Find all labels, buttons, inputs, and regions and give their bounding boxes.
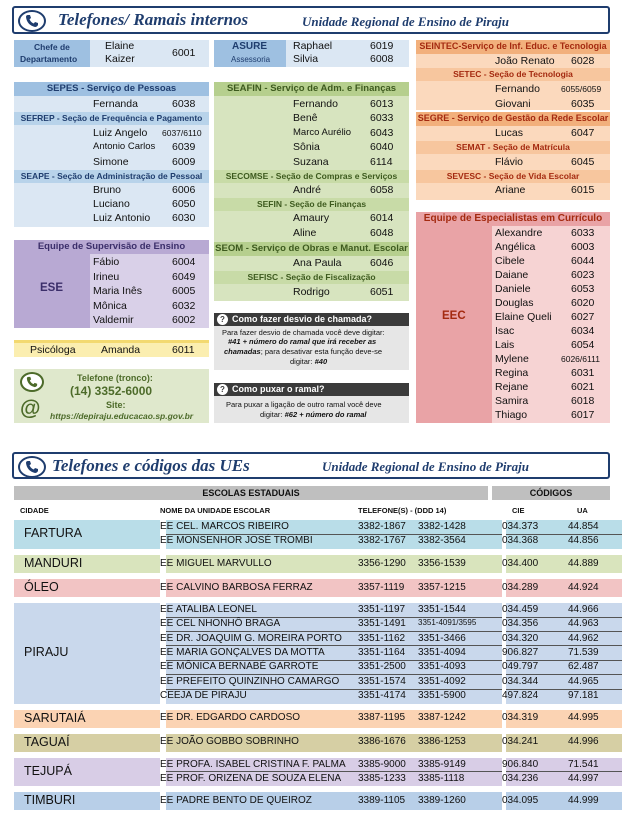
cie-code: 034.289 xyxy=(502,581,539,593)
ue-city-group xyxy=(14,758,610,787)
phone-icon xyxy=(20,372,44,392)
eec-extension: 6027 xyxy=(571,311,595,323)
cie-code: 034.373 xyxy=(502,521,539,532)
ue-city-group xyxy=(14,555,610,573)
phone-1: 3385-1233 xyxy=(358,772,406,784)
cie-code: 034.368 xyxy=(502,535,539,547)
school-name: EE PREFEITO QUINZINHO CAMARGO xyxy=(160,675,340,687)
ue-city-group xyxy=(14,603,610,704)
school-name: EE CEL NHONHÔ BRAGA xyxy=(160,618,281,630)
school-name: EE PADRE BENTO DE QUEIROZ xyxy=(160,795,312,807)
eec-member: Isac xyxy=(495,325,515,337)
ua-code: 44.995 xyxy=(568,712,599,724)
cie-code: 049.797 xyxy=(502,661,539,673)
ua-code: 44.997 xyxy=(568,772,599,784)
phone-1: 3387-1195 xyxy=(358,712,406,724)
phone-1: 3382-1867 xyxy=(358,521,406,532)
phone-2: 3387-1242 xyxy=(418,712,466,724)
school-name: EE MONSENHOR JOSÉ TROMBI xyxy=(160,535,313,547)
eec-member: Alexandre xyxy=(495,227,543,239)
school-name: EE CEL. MARCOS RIBEIRO xyxy=(160,521,289,532)
eec-extension: 6054 xyxy=(571,339,595,351)
eec-extension: 6003 xyxy=(571,241,595,253)
cie-code: 034.236 xyxy=(502,772,539,784)
phone-icon xyxy=(18,10,46,32)
ue-city: TEJUPÁ xyxy=(24,763,72,778)
cie-code: 497.824 xyxy=(502,690,539,702)
eec-extension: 6020 xyxy=(571,297,595,309)
cie-code: 034.344 xyxy=(502,675,539,687)
seintec-section: SEINTEC-Serviço de Inf. Educ. e Tecnologia xyxy=(416,40,610,110)
phone-2: 3357-1215 xyxy=(418,581,466,593)
sepes-section: SEPES - Serviço de Pessoas xyxy=(14,82,209,227)
phone-1: 3386-1676 xyxy=(358,736,406,748)
ue-city: TAGUAÍ xyxy=(24,734,70,749)
segre-section: SEGRE - Serviço de Gestão da Rede Escolar xyxy=(416,112,610,200)
tronco-number: (14) 3352-6000 xyxy=(70,384,153,398)
eec-extension: 6017 xyxy=(571,409,595,421)
eec-member: Douglas xyxy=(495,297,534,309)
cie-code: 034.319 xyxy=(502,712,539,724)
phone-1: 3351-1164 xyxy=(358,646,406,658)
cie-code: 034.356 xyxy=(502,618,539,630)
eec-member: Daiane xyxy=(495,269,529,281)
phone-2: 3351-3466 xyxy=(418,632,466,644)
psicologa-row: Psicóloga Amanda 6011 xyxy=(14,340,209,357)
phone-2: 3351-4094 xyxy=(418,646,466,658)
eec-extension: 6034 xyxy=(571,325,595,337)
puxar-box: ? Como puxar o ramal? Para puxar a ligação de outro ramal você deve digitar: #62 + número do ramal xyxy=(214,383,409,423)
eec-member: Regina xyxy=(495,367,529,379)
eec-extension: 6053 xyxy=(571,283,595,295)
eec-member: Rejane xyxy=(495,381,529,393)
ua-code: 44.962 xyxy=(568,632,599,644)
phone-2: 3351-1544 xyxy=(418,603,466,615)
ue-city: SARUTAIÁ xyxy=(24,710,86,725)
header-ues xyxy=(12,452,610,479)
ua-code: 44.963 xyxy=(568,618,599,630)
school-name: EE MARIA GONÇALVES DA MOTTA xyxy=(160,646,325,658)
eec-extension: 6026/6111 xyxy=(561,354,600,364)
eec-member: Daniele xyxy=(495,283,531,295)
school-name: CEEJA DE PIRAJU xyxy=(160,690,247,702)
ue-city: MANDURI xyxy=(24,555,83,570)
ue-city-group xyxy=(14,734,610,752)
site-link[interactable]: https://depiraju.educacao.sp.gov.br xyxy=(50,411,194,421)
ua-code: 44.854 xyxy=(568,521,599,532)
phone-icon xyxy=(18,456,46,478)
cie-code: 034.095 xyxy=(502,795,539,807)
table-codes-header: CÓDIGOS xyxy=(492,486,610,500)
header-title: Telefones/ Ramais internos xyxy=(58,10,249,29)
ua-code: 97.181 xyxy=(568,690,599,702)
phone-2: 3382-1428 xyxy=(418,521,466,532)
phone-2: 3385-9149 xyxy=(418,758,466,770)
question-icon: ? xyxy=(217,314,228,325)
ua-code: 44.856 xyxy=(568,535,599,547)
ue-city-group xyxy=(14,792,610,810)
school-name: EE ATALIBA LEONEL xyxy=(160,603,257,615)
school-name: EE DR. EDGARDO CARDOSO xyxy=(160,712,301,724)
phone-2: 3351-5900 xyxy=(418,690,466,702)
phone-2: 3351-4091/3595 xyxy=(418,618,477,628)
cie-code: 034.459 xyxy=(502,603,539,615)
tronco-box: Telefone (tronco): (14) 3352-6000 @ Site: https://depiraju.educacao.sp.gov.br xyxy=(14,369,209,423)
eec-extension: 6023 xyxy=(571,269,595,281)
phone-1: 3385-9000 xyxy=(358,758,406,770)
phone-2: 3351-4092 xyxy=(418,675,466,687)
cie-code: 906.827 xyxy=(502,646,539,658)
ua-code: 44.999 xyxy=(568,795,599,807)
phone-1: 3351-2500 xyxy=(358,661,406,673)
question-icon: ? xyxy=(217,384,228,395)
phone-1: 3357-1119 xyxy=(358,581,405,593)
phone-2: 3389-1260 xyxy=(418,795,466,807)
phone-2: 3356-1539 xyxy=(418,557,466,569)
phone-1: 3356-1290 xyxy=(358,557,406,569)
eec-member: Mylene xyxy=(495,353,529,365)
phone-1: 3351-1197 xyxy=(358,603,406,615)
cie-code: 034.320 xyxy=(502,632,539,644)
eec-extension: 6018 xyxy=(571,395,595,407)
eec-member: Lais xyxy=(495,339,515,351)
eec-code: EEC xyxy=(442,310,466,322)
phone-1: 3389-1105 xyxy=(358,795,406,807)
ua-code: 44.996 xyxy=(568,736,599,748)
ua-code: 44.966 xyxy=(568,603,599,615)
phone-2: 3386-1253 xyxy=(418,736,466,748)
phone-1: 3351-1574 xyxy=(358,675,406,687)
school-name: EE PROF. ORIZENA DE SOUZA ELENA xyxy=(160,772,342,784)
eec-extension: 6021 xyxy=(571,381,595,393)
desvio-box: ? Como fazer desvio de chamada? Para fazer desvio de chamada você deve digitar: #41 + número do ramal que irá receber as chamadas; para desativar esta função deve-se digitar: #40 xyxy=(214,313,409,370)
ue-city-group xyxy=(14,710,610,728)
eec-member: Angélica xyxy=(495,241,536,253)
cie-code: 034.241 xyxy=(502,736,539,748)
ue-city-group xyxy=(14,520,610,549)
eec-member: Samira xyxy=(495,395,529,407)
eec-member: Elaine Queli xyxy=(495,311,552,323)
header-subtitle: Unidade Regional de Ensino de Piraju xyxy=(302,14,509,29)
cie-code: 034.400 xyxy=(502,557,539,569)
school-name: EE DR. JOAQUIM G. MOREIRA PORTO xyxy=(160,632,342,644)
eec-member: Cibele xyxy=(495,255,525,267)
phone-2: 3385-1118 xyxy=(418,772,465,784)
phone-1: 3382-1767 xyxy=(358,535,406,547)
seom-section: SEOM - Serviço de Obras e Manut. Escolar xyxy=(214,242,409,301)
eec-member: Thiago xyxy=(495,409,528,421)
ue-city: FARTURA xyxy=(24,526,83,541)
school-name: EE PROFA. ISABEL CRISTINA F. PALMA xyxy=(160,758,346,770)
school-name: EE JOÃO GOBBO SOBRINHO xyxy=(160,736,299,748)
header-internal xyxy=(12,6,610,34)
eec-extension: 6031 xyxy=(571,367,595,379)
ua-code: 44.965 xyxy=(568,675,599,687)
phone-2: 3382-3564 xyxy=(418,535,466,547)
ue-city: TIMBURI xyxy=(24,793,76,808)
school-name: EE MÔNICA BERNABÉ GARROTE xyxy=(160,661,319,673)
ese-section: Equipe de Supervisão de Ensino ESE xyxy=(14,240,209,328)
table-group-header: ESCOLAS ESTADUAIS xyxy=(14,486,488,500)
at-icon: @ xyxy=(20,397,41,420)
ue-city: ÓLEO xyxy=(24,579,59,594)
ua-code: 71.539 xyxy=(568,646,599,658)
phone-1: 3351-1162 xyxy=(358,632,406,644)
seafin-section: SEAFIN - Serviço de Adm. e Finanças xyxy=(214,82,409,242)
ue-city-group xyxy=(14,579,610,597)
eec-section: Equipe de Especialistas em Currículo EEC xyxy=(416,212,610,423)
ua-code: 44.889 xyxy=(568,557,599,569)
header2-subtitle: Unidade Regional de Ensino de Piraju xyxy=(322,459,529,474)
ese-code: ESE xyxy=(40,282,64,294)
school-name: EE CALVINO BARBOSA FERRAZ xyxy=(160,581,313,593)
ua-code: 44.924 xyxy=(568,581,599,593)
phone-2: 3351-4093 xyxy=(418,661,466,673)
asure-box: ASURE Assessoria Raphael 6019 Silvia 6008 xyxy=(214,40,409,67)
chefe-box: Chefe de Departamento Elaine Kaizer 6001 xyxy=(14,40,209,67)
school-name: EE MIGUEL MARVULLO xyxy=(160,557,272,569)
eec-extension: 6033 xyxy=(571,227,595,239)
header2-title: Telefones e códigos das UEs xyxy=(52,456,250,475)
phone-1: 3351-4174 xyxy=(358,690,406,702)
phone-1: 3351-1491 xyxy=(358,618,406,630)
ua-code: 71.541 xyxy=(568,758,599,770)
eec-extension: 6044 xyxy=(571,255,595,267)
ua-code: 62.487 xyxy=(568,661,599,673)
cie-code: 906.840 xyxy=(502,758,539,770)
ue-city: PIRAJU xyxy=(24,645,69,660)
